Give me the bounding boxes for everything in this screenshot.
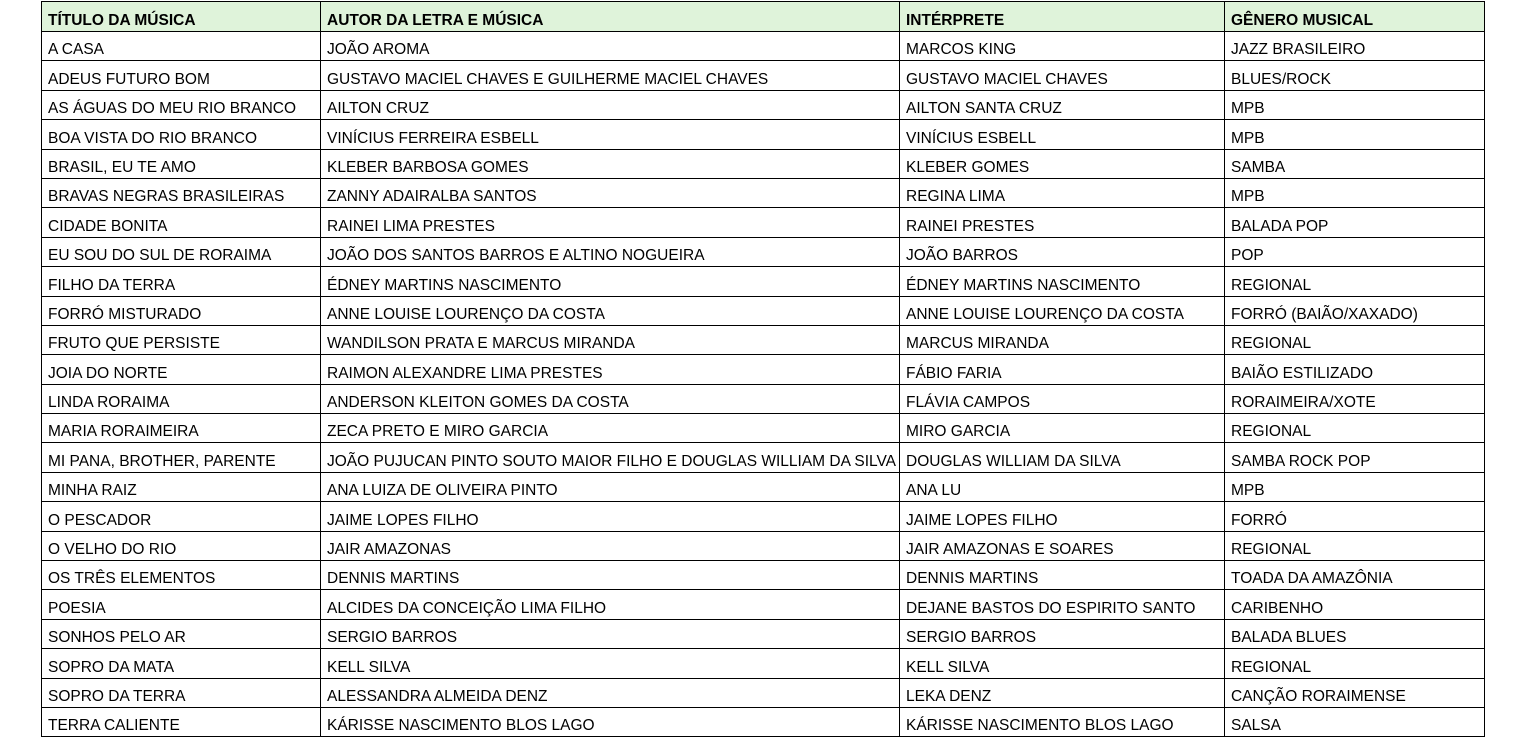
table-row xyxy=(42,61,1485,90)
table-row xyxy=(42,90,1485,119)
cell-genre: RORAIMEIRA/XOTE xyxy=(1225,384,1485,413)
cell-genre: MPB xyxy=(1225,472,1485,501)
table-row xyxy=(42,208,1485,237)
table-header xyxy=(42,2,1485,32)
cell-title: FILHO DA TERRA xyxy=(42,267,321,296)
cell-author: ALESSANDRA ALMEIDA DENZ xyxy=(321,678,900,707)
cell-author: ALCIDES DA CONCEIÇÃO LIMA FILHO xyxy=(321,590,900,619)
cell-title: SOPRO DA TERRA xyxy=(42,678,321,707)
cell-performer: DOUGLAS WILLIAM DA SILVA xyxy=(900,443,1225,472)
cell-title: EU SOU DO SUL DE RORAIMA xyxy=(42,237,321,266)
cell-genre: REGIONAL xyxy=(1225,325,1485,354)
cell-author: RAIMON ALEXANDRE LIMA PRESTES xyxy=(321,355,900,384)
cell-performer: VINÍCIUS ESBELL xyxy=(900,120,1225,149)
cell-author: DENNIS MARTINS xyxy=(321,561,900,590)
cell-performer: ANA LU xyxy=(900,472,1225,501)
cell-genre: MPB xyxy=(1225,90,1485,119)
cell-performer: KÁRISSE NASCIMENTO BLOS LAGO xyxy=(900,707,1225,736)
header-performer: INTÉRPRETE xyxy=(900,2,1225,32)
cell-genre: MPB xyxy=(1225,178,1485,207)
table-row xyxy=(42,178,1485,207)
cell-title: LINDA RORAIMA xyxy=(42,384,321,413)
cell-genre: BALADA POP xyxy=(1225,208,1485,237)
cell-title: OS TRÊS ELEMENTOS xyxy=(42,561,321,590)
cell-author: JOÃO AROMA xyxy=(321,32,900,61)
cell-performer: KLEBER GOMES xyxy=(900,149,1225,178)
cell-author: ANDERSON KLEITON GOMES DA COSTA xyxy=(321,384,900,413)
cell-title: TERRA CALIENTE xyxy=(42,707,321,736)
cell-performer: MIRO GARCIA xyxy=(900,414,1225,443)
cell-author: WANDILSON PRATA E MARCUS MIRANDA xyxy=(321,325,900,354)
cell-genre: FORRÓ (BAIÃO/XAXADO) xyxy=(1225,296,1485,325)
cell-author: ANNE LOUISE LOURENÇO DA COSTA xyxy=(321,296,900,325)
table-row xyxy=(42,414,1485,443)
cell-genre: FORRÓ xyxy=(1225,502,1485,531)
cell-performer: AILTON SANTA CRUZ xyxy=(900,90,1225,119)
cell-genre: TOADA DA AMAZÔNIA xyxy=(1225,561,1485,590)
cell-author: KELL SILVA xyxy=(321,649,900,678)
cell-title: POESIA xyxy=(42,590,321,619)
cell-author: GUSTAVO MACIEL CHAVES E GUILHERME MACIEL CHAVES xyxy=(321,61,900,90)
cell-genre: BLUES/ROCK xyxy=(1225,61,1485,90)
table-row xyxy=(42,325,1485,354)
cell-author: SERGIO BARROS xyxy=(321,619,900,648)
cell-author: JOÃO PUJUCAN PINTO SOUTO MAIOR FILHO E DOUGLAS WILLIAM DA SILVA xyxy=(321,443,900,472)
cell-genre: BAIÃO ESTILIZADO xyxy=(1225,355,1485,384)
cell-genre: REGIONAL xyxy=(1225,649,1485,678)
table-row xyxy=(42,619,1485,648)
cell-title: MARIA RORAIMEIRA xyxy=(42,414,321,443)
cell-author: ANA LUIZA DE OLIVEIRA PINTO xyxy=(321,472,900,501)
cell-title: SONHOS PELO AR xyxy=(42,619,321,648)
cell-performer: MARCUS MIRANDA xyxy=(900,325,1225,354)
cell-genre: REGIONAL xyxy=(1225,267,1485,296)
cell-genre: BALADA BLUES xyxy=(1225,619,1485,648)
cell-author: ZANNY ADAIRALBA SANTOS xyxy=(321,178,900,207)
cell-performer: FLÁVIA CAMPOS xyxy=(900,384,1225,413)
cell-title: BRASIL, EU TE AMO xyxy=(42,149,321,178)
cell-title: A CASA xyxy=(42,32,321,61)
table-row xyxy=(42,590,1485,619)
table-row xyxy=(42,267,1485,296)
header-author: AUTOR DA LETRA E MÚSICA xyxy=(321,2,900,32)
cell-title: BOA VISTA DO RIO BRANCO xyxy=(42,120,321,149)
cell-performer: REGINA LIMA xyxy=(900,178,1225,207)
header-row xyxy=(42,2,1485,32)
table-row xyxy=(42,120,1485,149)
cell-performer: DEJANE BASTOS DO ESPIRITO SANTO xyxy=(900,590,1225,619)
cell-genre: REGIONAL xyxy=(1225,414,1485,443)
cell-author: JOÃO DOS SANTOS BARROS E ALTINO NOGUEIRA xyxy=(321,237,900,266)
cell-author: KÁRISSE NASCIMENTO BLOS LAGO xyxy=(321,707,900,736)
table-row xyxy=(42,649,1485,678)
cell-title: AS ÁGUAS DO MEU RIO BRANCO xyxy=(42,90,321,119)
cell-author: RAINEI LIMA PRESTES xyxy=(321,208,900,237)
cell-author: ZECA PRETO E MIRO GARCIA xyxy=(321,414,900,443)
cell-performer: DENNIS MARTINS xyxy=(900,561,1225,590)
cell-performer: ANNE LOUISE LOURENÇO DA COSTA xyxy=(900,296,1225,325)
cell-author: ÉDNEY MARTINS NASCIMENTO xyxy=(321,267,900,296)
cell-title: ADEUS FUTURO BOM xyxy=(42,61,321,90)
cell-title: SOPRO DA MATA xyxy=(42,649,321,678)
table-row xyxy=(42,296,1485,325)
table-row xyxy=(42,561,1485,590)
table-row xyxy=(42,502,1485,531)
cell-performer: JAIME LOPES FILHO xyxy=(900,502,1225,531)
table-row xyxy=(42,707,1485,736)
cell-title: FORRÓ MISTURADO xyxy=(42,296,321,325)
cell-genre: CARIBENHO xyxy=(1225,590,1485,619)
cell-performer: ÉDNEY MARTINS NASCIMENTO xyxy=(900,267,1225,296)
cell-performer: JOÃO BARROS xyxy=(900,237,1225,266)
cell-title: O VELHO DO RIO xyxy=(42,531,321,560)
cell-author: JAIR AMAZONAS xyxy=(321,531,900,560)
header-genre: GÊNERO MUSICAL xyxy=(1225,2,1485,32)
cell-performer: JAIR AMAZONAS E SOARES xyxy=(900,531,1225,560)
cell-genre: SALSA xyxy=(1225,707,1485,736)
cell-title: MI PANA, BROTHER, PARENTE xyxy=(42,443,321,472)
table-row xyxy=(42,149,1485,178)
cell-title: BRAVAS NEGRAS BRASILEIRAS xyxy=(42,178,321,207)
cell-author: VINÍCIUS FERREIRA ESBELL xyxy=(321,120,900,149)
table-row xyxy=(42,472,1485,501)
table-body xyxy=(42,32,1485,737)
cell-title: FRUTO QUE PERSISTE xyxy=(42,325,321,354)
cell-genre: POP xyxy=(1225,237,1485,266)
cell-genre: MPB xyxy=(1225,120,1485,149)
cell-author: KLEBER BARBOSA GOMES xyxy=(321,149,900,178)
cell-genre: JAZZ BRASILEIRO xyxy=(1225,32,1485,61)
cell-performer: SERGIO BARROS xyxy=(900,619,1225,648)
cell-genre: REGIONAL xyxy=(1225,531,1485,560)
cell-performer: KELL SILVA xyxy=(900,649,1225,678)
cell-performer: MARCOS KING xyxy=(900,32,1225,61)
cell-title: JOIA DO NORTE xyxy=(42,355,321,384)
cell-performer: RAINEI PRESTES xyxy=(900,208,1225,237)
cell-performer: FÁBIO FARIA xyxy=(900,355,1225,384)
cell-genre: CANÇÃO RORAIMENSE xyxy=(1225,678,1485,707)
cell-title: O PESCADOR xyxy=(42,502,321,531)
table-row xyxy=(42,237,1485,266)
cell-author: JAIME LOPES FILHO xyxy=(321,502,900,531)
cell-title: MINHA RAIZ xyxy=(42,472,321,501)
cell-performer: LEKA DENZ xyxy=(900,678,1225,707)
table-row xyxy=(42,531,1485,560)
cell-author: AILTON CRUZ xyxy=(321,90,900,119)
cell-genre: SAMBA ROCK POP xyxy=(1225,443,1485,472)
cell-genre: SAMBA xyxy=(1225,149,1485,178)
music-table xyxy=(41,1,1485,737)
table-row xyxy=(42,678,1485,707)
cell-title: CIDADE BONITA xyxy=(42,208,321,237)
table-row xyxy=(42,443,1485,472)
cell-performer: GUSTAVO MACIEL CHAVES xyxy=(900,61,1225,90)
table-row xyxy=(42,32,1485,61)
header-title: TÍTULO DA MÚSICA xyxy=(42,2,321,32)
table-row xyxy=(42,384,1485,413)
table-row xyxy=(42,355,1485,384)
